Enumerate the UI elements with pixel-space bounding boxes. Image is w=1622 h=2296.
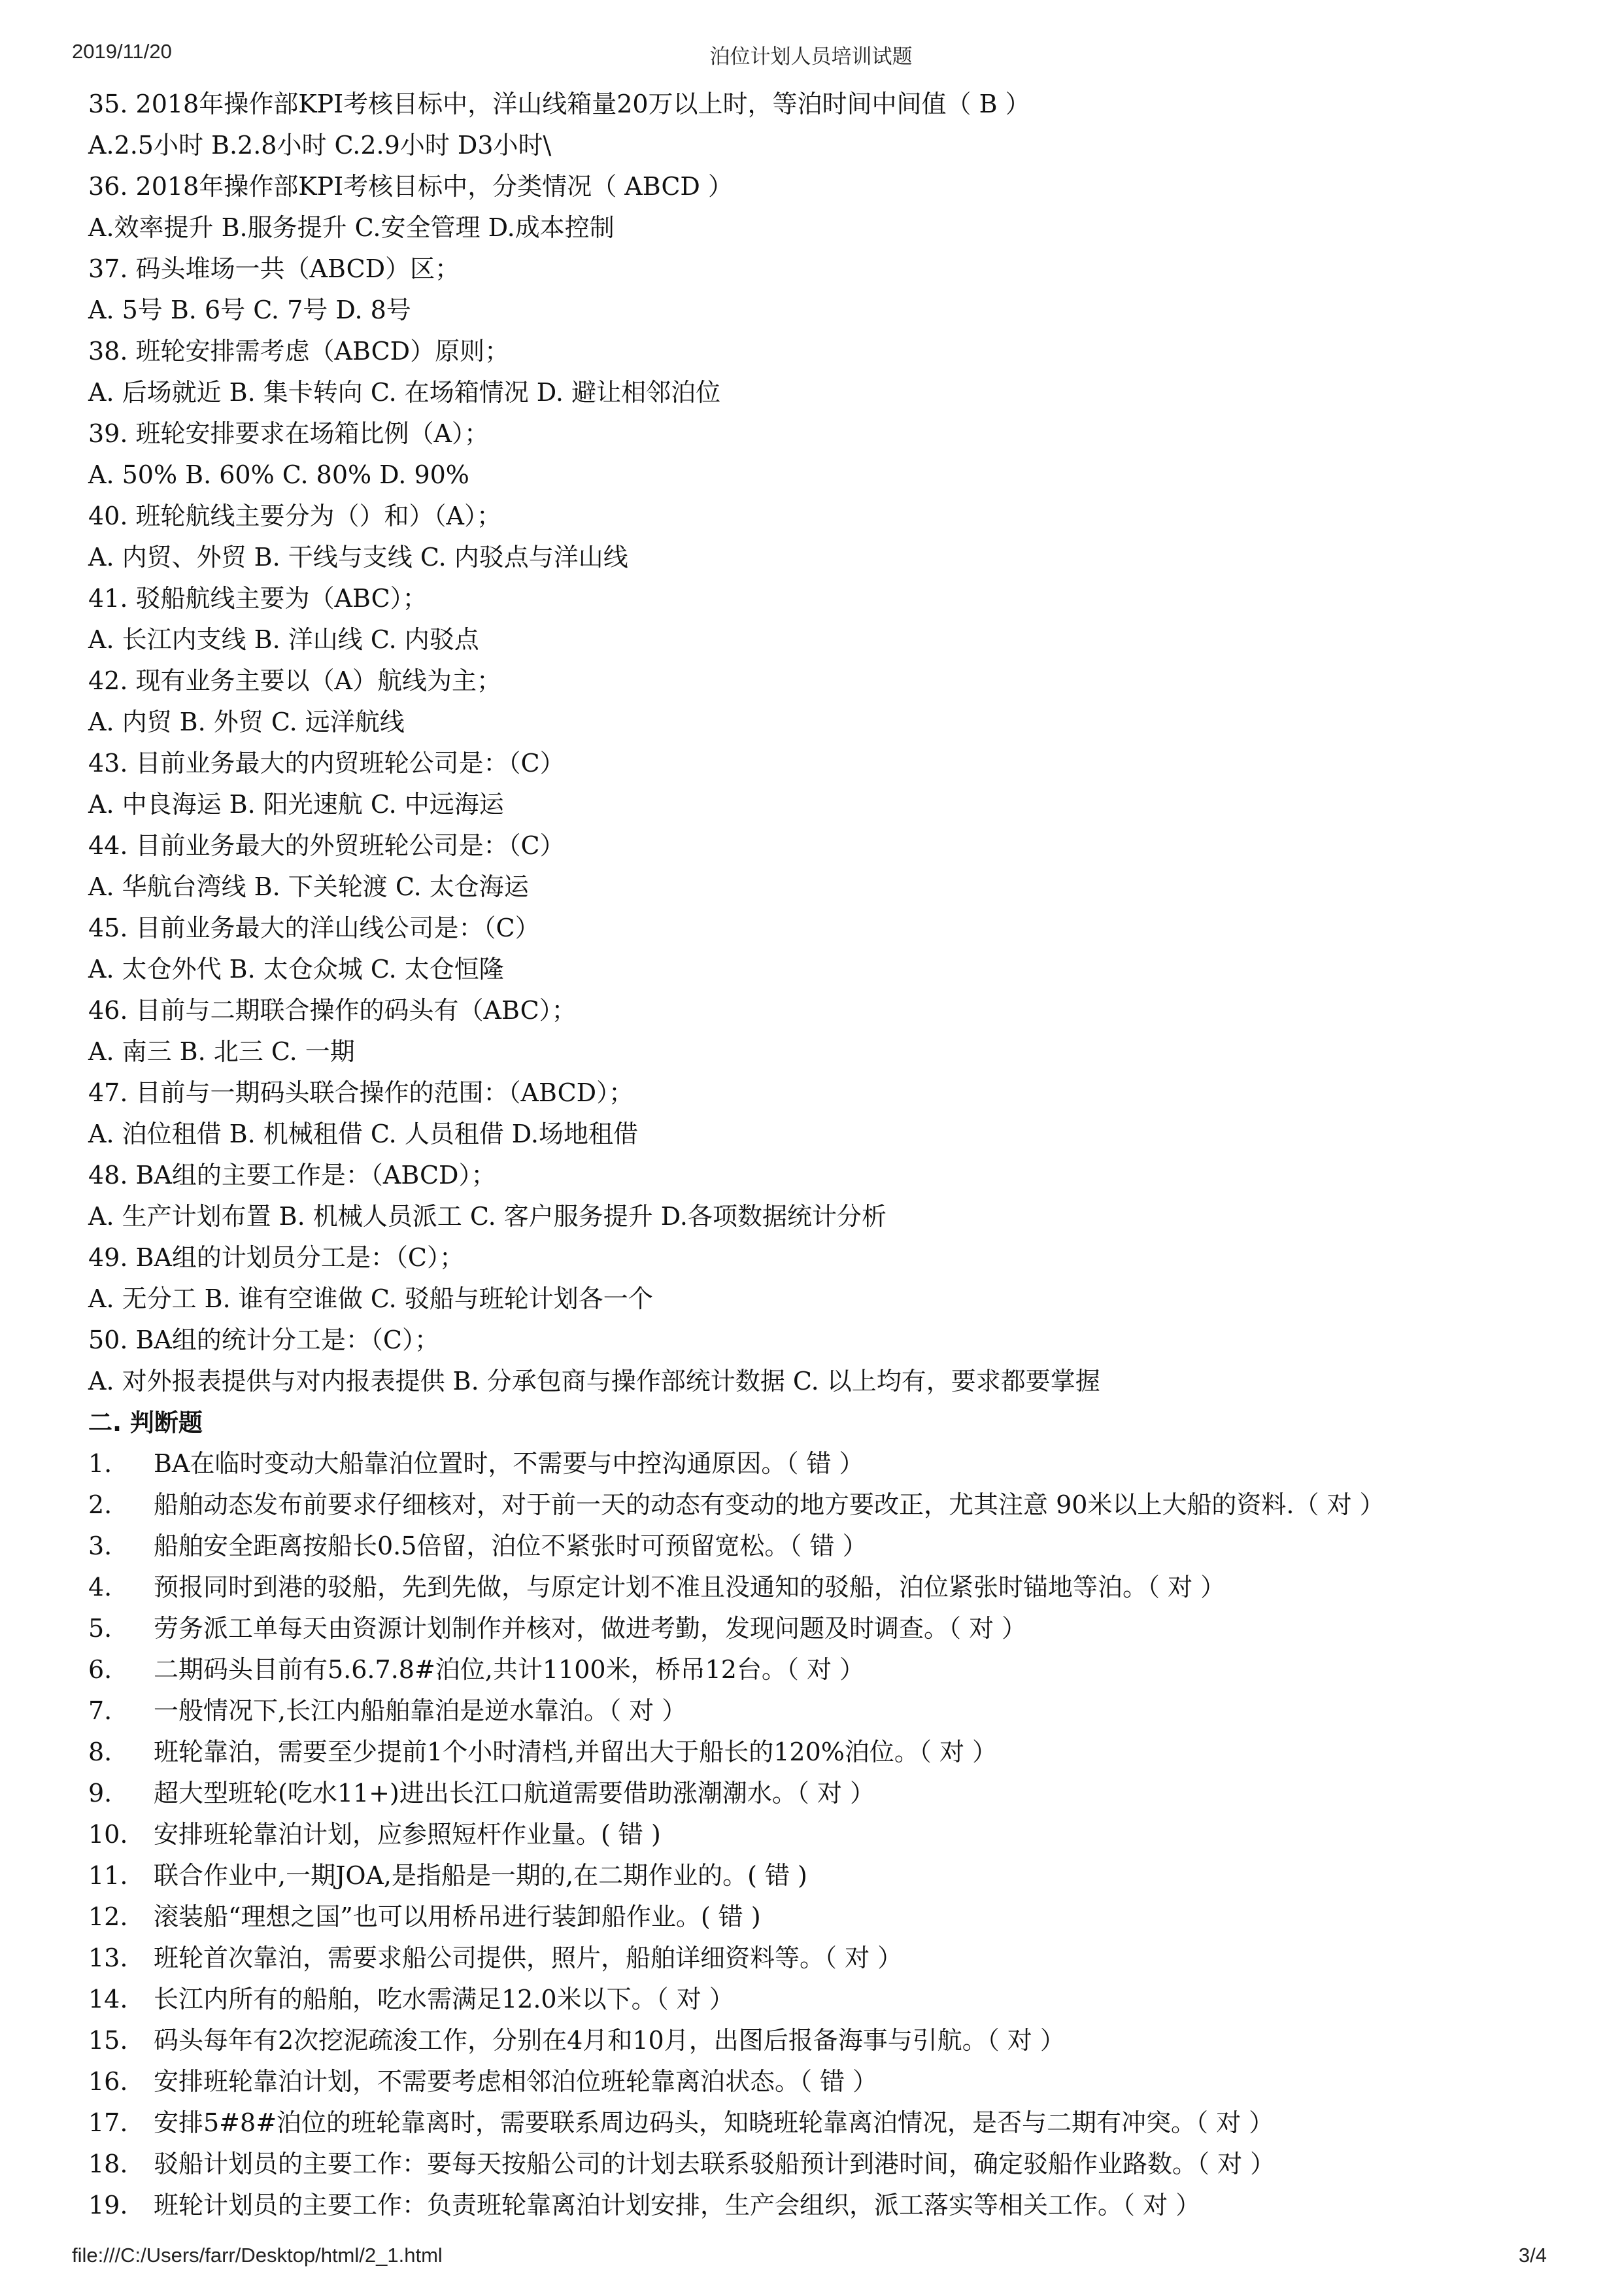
question-35: 35. 2018年操作部KPI考核目标中，洋山线箱量20万以上时，等泊时间中间值（ B ） xyxy=(88,90,1030,118)
item-text: 一般情况下,长江内船舶靠泊是逆水靠泊。（ 对 ） xyxy=(154,1696,687,1725)
options-39: A. 50% B. 60% C. 80% D. 90% xyxy=(88,460,469,489)
item-number: 17. xyxy=(88,2108,128,2137)
item-number: 1. xyxy=(88,1449,112,1478)
item-text: 安排班轮靠泊计划，不需要考虑相邻泊位班轮靠离泊状态。（ 错 ） xyxy=(154,2067,878,2096)
item-text: 二期码头目前有5.6.7.8#泊位,共计1100米，桥吊12台。（ 对 ） xyxy=(154,1655,865,1684)
options-49: A. 无分工 B. 谁有空谁做 C. 驳船与班轮计划各一个 xyxy=(88,1284,653,1313)
options-48: A. 生产计划布置 B. 机械人员派工 C. 客户服务提升 D.各项数据统计分析 xyxy=(88,1202,887,1231)
options-45: A. 太仓外代 B. 太仓众城 C. 太仓恒隆 xyxy=(88,955,504,984)
options-43: A. 中良海运 B. 阳光速航 C. 中远海运 xyxy=(88,790,504,819)
judgment-item xyxy=(88,1896,1553,1938)
item-number: 16. xyxy=(88,2067,128,2096)
judgment-item xyxy=(88,1690,1553,1732)
options-44: A. 华航台湾线 B. 下关轮渡 C. 太仓海运 xyxy=(88,872,529,901)
item-number: 7. xyxy=(88,1696,112,1725)
question-38: 38. 班轮安排需考虑（ABCD）原则； xyxy=(88,337,510,366)
judgment-item xyxy=(88,1855,1553,1896)
item-text: 班轮计划员的主要工作：负责班轮靠离泊计划安排，生产会组织，派工落实等相关工作。（ 对 ） xyxy=(154,2191,1201,2219)
page-number: 3/4 xyxy=(1518,2244,1547,2267)
item-number: 4. xyxy=(88,1573,112,1602)
question-39: 39. 班轮安排要求在场箱比例（A）； xyxy=(88,419,489,448)
question-45: 45. 目前业务最大的洋山线公司是：（C） xyxy=(88,914,540,942)
question-41: 41. 驳船航线主要为（ABC）； xyxy=(88,584,428,613)
item-text: 劳务派工单每天由资源计划制作并核对，做进考勤，发现问题及时调查。（ 对 ） xyxy=(154,1614,1027,1643)
item-number: 13. xyxy=(88,1944,128,1972)
page-title: 泊位计划人员培训试题 xyxy=(709,45,913,68)
question-36: 36. 2018年操作部KPI考核目标中，分类情况（ ABCD ） xyxy=(88,172,733,201)
judgment-item xyxy=(88,1484,1553,1526)
question-46: 46. 目前与二期联合操作的码头有（ABC）； xyxy=(88,996,577,1025)
question-44: 44. 目前业务最大的外贸班轮公司是：（C） xyxy=(88,831,565,860)
item-number: 5. xyxy=(88,1614,112,1643)
item-number: 6. xyxy=(88,1655,112,1684)
item-text: 驳船计划员的主要工作：要每天按船公司的计划去联系驳船预计到港时间，确定驳船作业路数。（ 对 ） xyxy=(154,2150,1276,2178)
options-41: A. 长江内支线 B. 洋山线 C. 内驳点 xyxy=(88,625,479,654)
question-49: 49. BA组的计划员分工是：（C）； xyxy=(88,1243,464,1272)
question-40: 40. 班轮航线主要分为（）和）（A）； xyxy=(88,502,501,530)
item-number: 8. xyxy=(88,1738,112,1766)
judgment-item xyxy=(88,1649,1553,1690)
item-text: 班轮首次靠泊，需要求船公司提供，照片，船舶详细资料等。（ 对 ） xyxy=(154,1944,903,1972)
options-36: A.效率提升 B.服务提升 C.安全管理 D.成本控制 xyxy=(88,213,615,242)
file-path: file:///C:/Users/farr/Desktop/html/2_1.html xyxy=(72,2244,443,2267)
item-number: 15. xyxy=(88,2026,128,2055)
section-heading-judgment: 二. 判断题 xyxy=(88,1409,203,1437)
item-number: 9. xyxy=(88,1779,112,1808)
judgment-item xyxy=(88,1608,1553,1649)
judgment-item xyxy=(88,1526,1553,1567)
item-number: 3. xyxy=(88,1532,112,1560)
options-47: A. 泊位租借 B. 机械租借 C. 人员租借 D.场地租借 xyxy=(88,1120,638,1148)
item-text: 预报同时到港的驳船，先到先做，与原定计划不准且没通知的驳船，泊位紧张时锚地等泊。（ 对 ） xyxy=(154,1573,1226,1602)
item-text: 船舶动态发布前要求仔细核对，对于前一天的动态有变动的地方要改正，尤其注意 90米以上大船的资料.（ 对 ） xyxy=(154,1490,1385,1519)
judgment-item xyxy=(88,2185,1553,2226)
options-42: A. 内贸 B. 外贸 C. 远洋航线 xyxy=(88,708,405,736)
item-text: 安排班轮靠泊计划，应参照短杆作业量。( 错 ) xyxy=(154,1820,661,1849)
item-number: 10. xyxy=(88,1820,128,1849)
judgment-item xyxy=(88,1443,1553,1484)
options-37: A. 5号 B. 6号 C. 7号 D. 8号 xyxy=(88,296,411,324)
item-number: 14. xyxy=(88,1985,128,2013)
judgment-item xyxy=(88,1938,1553,1979)
item-number: 2. xyxy=(88,1490,112,1519)
options-46: A. 南三 B. 北三 C. 一期 xyxy=(88,1037,355,1066)
judgment-item xyxy=(88,2020,1553,2061)
judgment-item xyxy=(88,1567,1553,1608)
judgment-item xyxy=(88,1814,1553,1855)
options-40: A. 内贸、外贸 B. 干线与支线 C. 内驳点与洋山线 xyxy=(88,543,628,572)
print-date: 2019/11/20 xyxy=(72,40,172,63)
judgment-item xyxy=(88,2061,1553,2102)
judgment-item xyxy=(88,2102,1553,2144)
item-text: 安排5#8#泊位的班轮靠离时，需要联系周边码头，知晓班轮靠离泊情况，是否与二期有冲突。（ 对 ） xyxy=(154,2108,1274,2137)
item-number: 19. xyxy=(88,2191,128,2219)
item-text: 船舶安全距离按船长0.5倍留，泊位不紧张时可预留宽松。（ 错 ） xyxy=(154,1532,868,1560)
item-text: 码头每年有2次挖泥疏浚工作，分别在4月和10月，出图后报备海事与引航。（ 对 ） xyxy=(154,2026,1065,2055)
judgment-item xyxy=(88,1979,1553,2020)
item-text: BA在临时变动大船靠泊位置时，不需要与中控沟通原因。（ 错 ） xyxy=(154,1449,864,1478)
item-text: 超大型班轮(吃水11+)进出长江口航道需要借助涨潮潮水。（ 对 ） xyxy=(154,1779,875,1808)
item-text: 联合作业中,一期JOA,是指船是一期的,在二期作业的。( 错 ) xyxy=(154,1861,807,1890)
item-number: 12. xyxy=(88,1902,128,1931)
question-43: 43. 目前业务最大的内贸班轮公司是：（C） xyxy=(88,749,565,778)
item-text: 长江内所有的船舶，吃水需满足12.0米以下。（ 对 ） xyxy=(154,1985,734,2013)
item-text: 班轮靠泊，需要至少提前1个小时清档,并留出大于船长的120%泊位。（ 对 ） xyxy=(154,1738,998,1766)
question-50: 50. BA组的统计分工是：（C）； xyxy=(88,1326,439,1354)
document-body xyxy=(88,84,1553,2226)
options-38: A. 后场就近 B. 集卡转向 C. 在场箱情况 D. 避让相邻泊位 xyxy=(88,378,721,407)
judgment-item xyxy=(88,2144,1553,2185)
options-50: A. 对外报表提供与对内报表提供 B. 分承包商与操作部统计数据 C. 以上均有，要求都要掌握 xyxy=(88,1367,1100,1396)
question-37: 37. 码头堆场一共（ABCD）区； xyxy=(88,254,460,283)
options-35: A.2.5小时 B.2.8小时 C.2.9小时 D3小时\ xyxy=(88,131,552,160)
item-number: 11. xyxy=(88,1861,128,1890)
question-48: 48. BA组的主要工作是：（ABCD）； xyxy=(88,1161,496,1190)
judgment-item xyxy=(88,1773,1553,1814)
item-text: 滚装船“理想之国”也可以用桥吊进行装卸船作业。( 错 ) xyxy=(154,1902,761,1931)
question-47: 47. 目前与一期码头联合操作的范围：（ABCD）； xyxy=(88,1078,634,1107)
judgment-item xyxy=(88,1732,1553,1773)
question-42: 42. 现有业务主要以（A）航线为主； xyxy=(88,666,501,695)
item-number: 18. xyxy=(88,2150,128,2178)
